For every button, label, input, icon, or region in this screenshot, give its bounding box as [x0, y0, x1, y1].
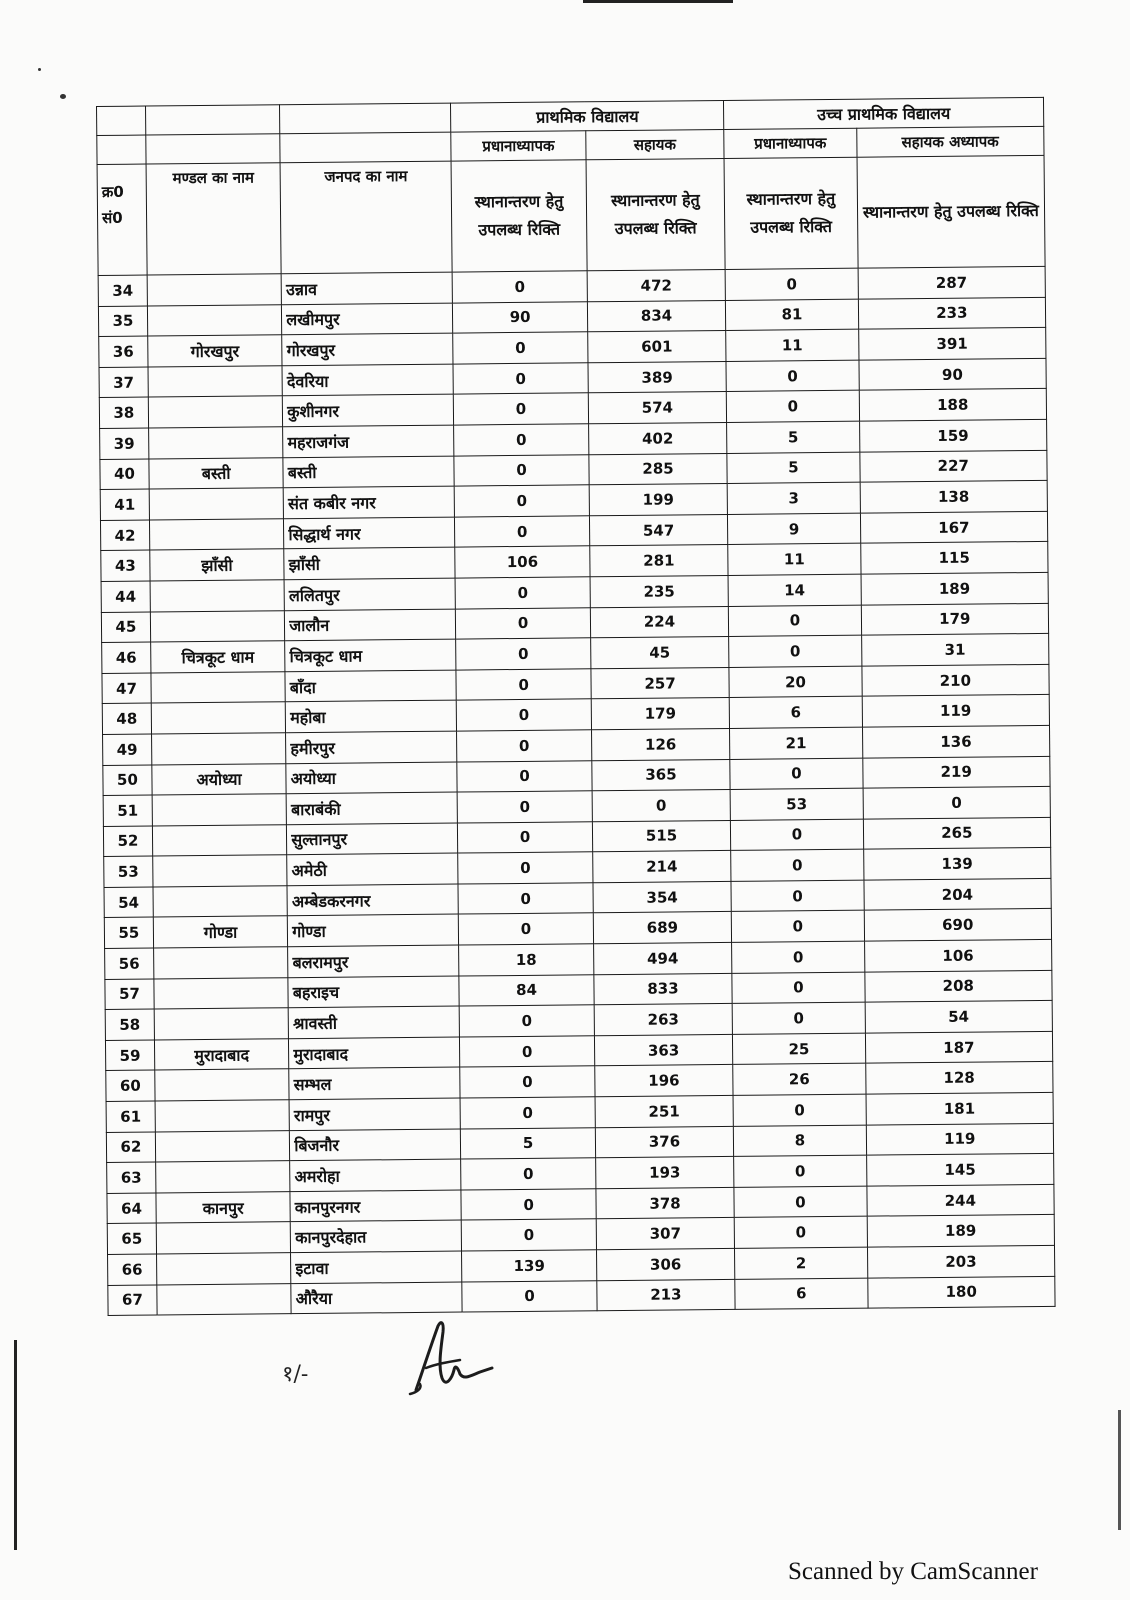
district-name-cell: सिद्धार्थ नगर [284, 517, 455, 549]
primary-assistant-vacancy-cell: 281 [589, 545, 728, 577]
upper-assistant-teacher-vacancy-cell: 187 [865, 1031, 1053, 1063]
serial-no-cell: 55 [104, 917, 153, 948]
mandal-name-cell [157, 1283, 292, 1315]
upper-headmaster-vacancy-cell: 0 [733, 1094, 866, 1126]
district-name-cell: बहराइच [288, 976, 459, 1008]
upper-assistant-teacher-vacancy-cell: 208 [864, 970, 1052, 1002]
serial-no-cell: 54 [104, 887, 153, 918]
district-name-cell: बाराबंकी [286, 792, 457, 824]
upper-assistant-teacher-vacancy-cell: 115 [860, 542, 1048, 574]
scanner-watermark: Scanned by CamScanner [788, 1558, 1038, 1585]
mandal-name-cell [152, 794, 287, 826]
upper-assistant-teacher-vacancy-cell: 690 [864, 909, 1052, 941]
upper-assistant-teacher-vacancy-cell: 90 [859, 358, 1047, 390]
upper-assistant-teacher-vacancy-cell: 179 [861, 603, 1049, 635]
serial-no-cell: 53 [104, 856, 153, 887]
district-name-cell: औरैया [291, 1282, 462, 1314]
mandal-name-cell: बस्ती [149, 457, 284, 489]
primary-headmaster-vacancy-cell: 0 [454, 424, 589, 456]
upper-headmaster-vacancy-cell: 6 [735, 1278, 868, 1310]
district-name-cell: जालौन [285, 609, 456, 641]
primary-assistant-vacancy-cell: 0 [592, 790, 731, 822]
district-name-cell: ललितपुर [284, 578, 455, 610]
upper-headmaster-vacancy-cell: 5 [727, 452, 860, 484]
primary-headmaster-vacancy-cell: 0 [455, 485, 590, 517]
mandal-name-cell: अयोध्या [152, 763, 287, 795]
primary-assistant-vacancy-cell: 214 [592, 851, 731, 883]
serial-no-header: क्र0 सं0 [97, 164, 147, 275]
primary-headmaster-vacancy-cell: 0 [457, 730, 592, 762]
district-name-cell: अमेठी [287, 853, 458, 885]
mandal-name-cell [156, 1222, 291, 1254]
serial-no-cell: 50 [103, 764, 152, 795]
district-name-cell: गोण्डा [288, 915, 459, 947]
mandal-name-cell [148, 366, 283, 398]
serial-no-cell: 52 [103, 826, 152, 857]
primary-assistant-vacancy-cell: 196 [594, 1065, 733, 1097]
upper-headmaster-vacancy-cell: 0 [725, 268, 858, 300]
district-name-cell: रामपुर [289, 1098, 460, 1130]
primary-assistant-vacancy-cell: 263 [594, 1004, 733, 1036]
district-name-cell: कानपुरनगर [290, 1190, 461, 1222]
upper-headmaster-vacancy-cell: 0 [732, 1002, 865, 1034]
primary-headmaster-vacancy-cell: 139 [462, 1250, 597, 1282]
primary-headmaster-vacancy-cell: 0 [455, 577, 590, 609]
primary-headmaster-vacancy-cell: 0 [456, 607, 591, 639]
mandal-name-cell [148, 396, 283, 428]
primary-headmaster-vacancy-cell: 84 [459, 974, 594, 1006]
upper-assistant-teacher-vacancy-cell: 204 [864, 878, 1052, 910]
upper-headmaster-vacancy-cell: 8 [734, 1125, 867, 1157]
upper-headmaster-vacancy-cell: 0 [729, 605, 862, 637]
mandal-name-cell: गोण्डा [153, 916, 288, 948]
serial-no-cell: 34 [98, 275, 147, 306]
mandal-name-cell [155, 1100, 290, 1132]
primary-assistant-vacancy-cell: 376 [595, 1126, 734, 1158]
serial-no-cell: 38 [99, 397, 148, 428]
mandal-name-cell [155, 1130, 290, 1162]
upper-headmaster-vacancy-cell: 3 [727, 482, 860, 514]
primary-assistant-vacancy-cell: 193 [595, 1157, 734, 1189]
upper-assistant-teacher-vacancy-cell: 128 [865, 1062, 1053, 1094]
serial-no-cell: 42 [100, 520, 149, 551]
primary-headmaster-vacancy-cell: 0 [460, 1005, 595, 1037]
primary-headmaster-vacancy-cell: 18 [459, 944, 594, 976]
primary-assistant-vacancy-cell: 601 [587, 331, 726, 363]
upper-headmaster-vacancy-cell: 0 [734, 1186, 867, 1218]
primary-headmaster-vacancy-cell: 0 [456, 668, 591, 700]
upper-headmaster-vacancy-cell: 0 [730, 758, 863, 790]
district-name-header: जनपद का नाम [280, 161, 452, 274]
upper-assistant-teacher-vacancy-cell: 219 [862, 756, 1050, 788]
primary-headmaster-vacancy-cell: 0 [453, 363, 588, 395]
upper-assistant-teacher-vacancy-cell: 210 [862, 664, 1050, 696]
primary-assistant-vacancy-cell: 224 [590, 606, 729, 638]
district-name-cell: बस्ती [283, 456, 454, 488]
mandal-name-cell [151, 733, 286, 765]
upper-assistant-teacher-vacancy-cell: 203 [867, 1245, 1055, 1277]
upper-assistant-teacher-vacancy-cell: 181 [866, 1092, 1054, 1124]
mandal-name-cell [151, 702, 286, 734]
primary-assistant-vacancy-cell: 389 [588, 361, 727, 393]
header-row-columns [97, 155, 1045, 275]
mandal-name-cell: कानपुर [156, 1191, 291, 1223]
primary-headmaster-vacancy-cell: 0 [460, 1036, 595, 1068]
upper-assistant-teacher-vacancy-cell: 106 [864, 939, 1052, 971]
primary-assistant-vacancy-cell: 833 [594, 973, 733, 1005]
primary-assistant-header: सहायक [586, 129, 725, 159]
mandal-name-cell: मुरादाबाद [154, 1039, 289, 1071]
upper-headmaster-vacancy-cell: 11 [726, 329, 859, 361]
primary-headmaster-vacancy-cell: 0 [462, 1280, 597, 1312]
primary-assistant-vacancy-cell: 547 [589, 514, 728, 546]
upper-assistant-teacher-vacancy-cell: 189 [861, 572, 1049, 604]
scan-top-edge [583, 0, 733, 3]
primary-headmaster-vacancy-cell: 0 [462, 1219, 597, 1251]
district-name-cell: सुल्तानपुर [287, 823, 458, 855]
primary-assistant-vacancy-cell: 235 [590, 575, 729, 607]
primary-headmaster-vacancy-cell: 0 [461, 1158, 596, 1190]
primary-assistant-vacancy-cell: 45 [590, 637, 729, 669]
upper-headmaster-vacancy-cell: 0 [732, 972, 865, 1004]
serial-no-cell: 65 [107, 1223, 156, 1254]
upper-assistant-teacher-vacancy-cell: 136 [862, 725, 1050, 757]
vacancy-header: स्थानान्तरण हेतु उपलब्ध रिक्ति [857, 155, 1045, 268]
primary-headmaster-vacancy-cell: 0 [455, 516, 590, 548]
upper-headmaster-vacancy-cell: 0 [734, 1155, 867, 1187]
mandal-name-cell [150, 580, 285, 612]
upper-assistant-teacher-vacancy-cell: 188 [859, 389, 1047, 421]
primary-headmaster-vacancy-cell: 0 [454, 454, 589, 486]
mandal-name-cell: झाँसी [150, 549, 285, 581]
district-name-cell: हमीरपुर [286, 731, 457, 763]
upper-assistant-teacher-vacancy-cell: 244 [867, 1184, 1055, 1216]
upper-assistant-teacher-vacancy-cell: 145 [866, 1154, 1054, 1186]
primary-headmaster-vacancy-cell: 106 [455, 546, 590, 578]
vacancy-table [96, 97, 1056, 1316]
district-name-cell: महराजगंज [283, 425, 454, 457]
vacancy-header: स्थानान्तरण हेतु उपलब्ध रिक्ति [724, 157, 857, 269]
upper-headmaster-vacancy-cell: 0 [727, 391, 860, 423]
serial-no-cell: 58 [105, 1009, 154, 1040]
upper-headmaster-vacancy-cell: 0 [731, 880, 864, 912]
serial-no-cell: 60 [106, 1070, 155, 1101]
upper-assistant-teacher-vacancy-cell: 189 [867, 1215, 1055, 1247]
upper-headmaster-vacancy-cell: 2 [735, 1247, 868, 1279]
serial-no-cell: 39 [100, 428, 149, 459]
primary-assistant-vacancy-cell: 574 [588, 392, 727, 424]
mandal-name-cell [150, 610, 285, 642]
table-body [98, 266, 1055, 1315]
upper-headmaster-vacancy-cell: 0 [729, 635, 862, 667]
mandal-name-cell [155, 1069, 290, 1101]
upper-headmaster-vacancy-cell: 0 [734, 1217, 867, 1249]
district-name-cell: चित्रकूट धाम [285, 639, 456, 671]
upper-headmaster-vacancy-cell: 0 [731, 849, 864, 881]
primary-assistant-vacancy-cell: 494 [593, 942, 732, 974]
upper-headmaster-vacancy-cell: 0 [731, 819, 864, 851]
serial-no-cell: 40 [100, 459, 149, 490]
serial-no-cell: 56 [105, 948, 154, 979]
primary-headmaster-vacancy-cell: 0 [459, 913, 594, 945]
serial-no-cell: 57 [105, 979, 154, 1010]
mandal-name-cell [152, 824, 287, 856]
serial-no-cell: 61 [106, 1101, 155, 1132]
district-name-cell: कुशीनगर [283, 394, 454, 426]
primary-assistant-vacancy-cell: 251 [595, 1095, 734, 1127]
district-name-cell: अयोध्या [286, 762, 457, 794]
upper-assistant-teacher-vacancy-cell: 31 [861, 634, 1049, 666]
upper-assistant-teacher-vacancy-cell: 167 [860, 511, 1048, 543]
serial-no-cell: 43 [101, 550, 150, 581]
upper-headmaster-vacancy-cell: 0 [731, 911, 864, 943]
primary-headmaster-vacancy-cell: 0 [456, 638, 591, 670]
scan-speck [38, 68, 41, 71]
mandal-name-header: मण्डल का नाम [146, 163, 281, 275]
upper-assistant-teacher-vacancy-cell: 287 [858, 266, 1046, 298]
upper-assistant-teacher-vacancy-cell: 233 [858, 297, 1046, 329]
primary-assistant-vacancy-cell: 378 [596, 1187, 735, 1219]
upper-assistant-teacher-header: सहायक अध्यापक [856, 126, 1044, 157]
upper-headmaster-vacancy-cell: 25 [733, 1033, 866, 1065]
primary-assistant-vacancy-cell: 126 [591, 728, 730, 760]
primary-headmaster-vacancy-cell: 0 [457, 699, 592, 731]
upper-assistant-teacher-vacancy-cell: 227 [859, 450, 1047, 482]
scan-left-edge [14, 1340, 17, 1550]
district-name-cell: कानपुरदेहात [291, 1220, 462, 1252]
primary-assistant-vacancy-cell: 363 [594, 1034, 733, 1066]
district-name-cell: देवरिया [282, 364, 453, 396]
upper-assistant-teacher-vacancy-cell: 139 [863, 848, 1051, 880]
mandal-name-cell [153, 855, 288, 887]
primary-assistant-vacancy-cell: 365 [592, 759, 731, 791]
upper-assistant-teacher-vacancy-cell: 138 [860, 481, 1048, 513]
district-name-cell: मुरादाबाद [289, 1037, 460, 1069]
primary-headmaster-header: प्रधानाध्यापक [451, 131, 586, 161]
upper-headmaster-vacancy-cell: 81 [726, 299, 859, 331]
upper-headmaster-vacancy-cell: 5 [727, 421, 860, 453]
district-name-cell: अम्बेडकरनगर [287, 884, 458, 916]
serial-no-cell: 63 [107, 1162, 156, 1193]
primary-assistant-vacancy-cell: 354 [593, 881, 732, 913]
mandal-name-cell [154, 977, 289, 1009]
primary-headmaster-vacancy-cell: 90 [453, 301, 588, 333]
mandal-name-cell [154, 1008, 289, 1040]
upper-headmaster-vacancy-cell: 11 [728, 544, 861, 576]
primary-headmaster-vacancy-cell: 0 [461, 1189, 596, 1221]
scan-right-edge [1118, 1410, 1121, 1530]
mandal-name-cell [149, 518, 284, 550]
primary-headmaster-vacancy-cell: 0 [458, 852, 593, 884]
mandal-name-cell [153, 947, 288, 979]
primary-assistant-vacancy-cell: 834 [587, 300, 726, 332]
primary-school-header: प्राथमिक विद्यालय [451, 100, 724, 132]
serial-no-cell: 36 [99, 336, 148, 367]
upper-assistant-teacher-vacancy-cell: 119 [866, 1123, 1054, 1155]
district-name-cell: सम्भल [289, 1067, 460, 1099]
primary-assistant-vacancy-cell: 306 [596, 1248, 735, 1280]
initials-mark: १/- [282, 1362, 309, 1387]
district-name-cell: श्रावस्ती [288, 1006, 459, 1038]
district-name-cell: लखीमपुर [282, 303, 453, 335]
serial-no-cell: 49 [103, 734, 152, 765]
upper-primary-school-header: उच्च प्राथमिक विद्यालय [724, 97, 1044, 129]
district-name-cell: झाँसी [284, 547, 455, 579]
district-name-cell: अमरोहा [290, 1159, 461, 1191]
mandal-name-cell [147, 274, 282, 306]
upper-headmaster-vacancy-cell: 9 [728, 513, 861, 545]
primary-headmaster-vacancy-cell: 0 [460, 1097, 595, 1129]
primary-headmaster-vacancy-cell: 0 [454, 393, 589, 425]
primary-assistant-vacancy-cell: 689 [593, 912, 732, 944]
upper-assistant-teacher-vacancy-cell: 391 [858, 328, 1046, 360]
district-name-cell: महोबा [286, 700, 457, 732]
primary-headmaster-vacancy-cell: 0 [460, 1066, 595, 1098]
upper-headmaster-header: प्रधानाध्यापक [724, 128, 857, 158]
primary-assistant-vacancy-cell: 472 [587, 269, 726, 301]
primary-assistant-vacancy-cell: 515 [592, 820, 731, 852]
mandal-name-cell [153, 886, 288, 918]
district-name-cell: बलरामपुर [288, 945, 459, 977]
district-name-cell: संत कबीर नगर [283, 486, 454, 518]
primary-assistant-vacancy-cell: 213 [597, 1279, 736, 1311]
serial-no-cell: 64 [107, 1193, 156, 1224]
vacancy-header: स्थानान्तरण हेतु उपलब्ध रिक्ति [586, 158, 726, 270]
primary-assistant-vacancy-cell: 199 [589, 484, 728, 516]
primary-assistant-vacancy-cell: 402 [588, 422, 727, 454]
mandal-name-cell [147, 304, 282, 336]
primary-headmaster-vacancy-cell: 0 [458, 883, 593, 915]
primary-assistant-vacancy-cell: 179 [591, 698, 730, 730]
serial-no-cell: 44 [101, 581, 150, 612]
serial-no-cell: 37 [99, 367, 148, 398]
mandal-name-cell [148, 427, 283, 459]
upper-headmaster-vacancy-cell: 26 [733, 1064, 866, 1096]
upper-headmaster-vacancy-cell: 0 [726, 360, 859, 392]
primary-headmaster-vacancy-cell: 0 [458, 821, 593, 853]
mandal-name-cell [156, 1253, 291, 1285]
primary-headmaster-vacancy-cell: 0 [453, 332, 588, 364]
serial-no-cell: 48 [102, 703, 151, 734]
district-name-cell: बिजनौर [290, 1129, 461, 1161]
upper-headmaster-vacancy-cell: 6 [729, 696, 862, 728]
upper-assistant-teacher-vacancy-cell: 0 [863, 786, 1051, 818]
serial-no-cell: 67 [108, 1285, 157, 1316]
serial-no-cell: 41 [100, 489, 149, 520]
serial-no-cell: 47 [102, 673, 151, 704]
serial-no-cell: 66 [108, 1254, 157, 1285]
mandal-name-cell: चित्रकूट धाम [151, 641, 286, 673]
upper-headmaster-vacancy-cell: 53 [730, 788, 863, 820]
primary-headmaster-vacancy-cell: 5 [461, 1127, 596, 1159]
upper-headmaster-vacancy-cell: 14 [728, 574, 861, 606]
serial-no-cell: 45 [101, 612, 150, 643]
upper-assistant-teacher-vacancy-cell: 119 [862, 695, 1050, 727]
serial-no-cell: 46 [102, 642, 151, 673]
upper-assistant-teacher-vacancy-cell: 54 [865, 1001, 1053, 1033]
district-name-cell: बाँदा [285, 670, 456, 702]
district-name-cell: गोरखपुर [282, 333, 453, 365]
primary-headmaster-vacancy-cell: 0 [457, 791, 592, 823]
upper-assistant-teacher-vacancy-cell: 265 [863, 817, 1051, 849]
serial-no-cell: 51 [103, 795, 152, 826]
district-name-cell: इटावा [291, 1251, 462, 1283]
upper-assistant-teacher-vacancy-cell: 159 [859, 419, 1047, 451]
mandal-name-cell [149, 488, 284, 520]
upper-headmaster-vacancy-cell: 21 [730, 727, 863, 759]
primary-assistant-vacancy-cell: 307 [596, 1218, 735, 1250]
mandal-name-cell [151, 671, 286, 703]
primary-headmaster-vacancy-cell: 0 [457, 760, 592, 792]
district-name-cell: उन्नाव [281, 272, 452, 304]
primary-assistant-vacancy-cell: 285 [589, 453, 728, 485]
signature-image [408, 1318, 498, 1398]
upper-headmaster-vacancy-cell: 20 [729, 666, 862, 698]
upper-headmaster-vacancy-cell: 0 [732, 941, 865, 973]
serial-no-cell: 59 [105, 1040, 154, 1071]
mandal-name-cell: गोरखपुर [148, 335, 283, 367]
upper-assistant-teacher-vacancy-cell: 180 [867, 1276, 1055, 1308]
primary-assistant-vacancy-cell: 257 [591, 667, 730, 699]
serial-no-cell: 35 [98, 306, 147, 337]
vacancy-header: स्थानान्तरण हेतु उपलब्ध रिक्ति [451, 160, 586, 272]
primary-headmaster-vacancy-cell: 0 [452, 271, 587, 303]
mandal-name-cell [156, 1161, 291, 1193]
serial-no-cell: 62 [106, 1132, 155, 1163]
scan-speck [60, 94, 66, 99]
